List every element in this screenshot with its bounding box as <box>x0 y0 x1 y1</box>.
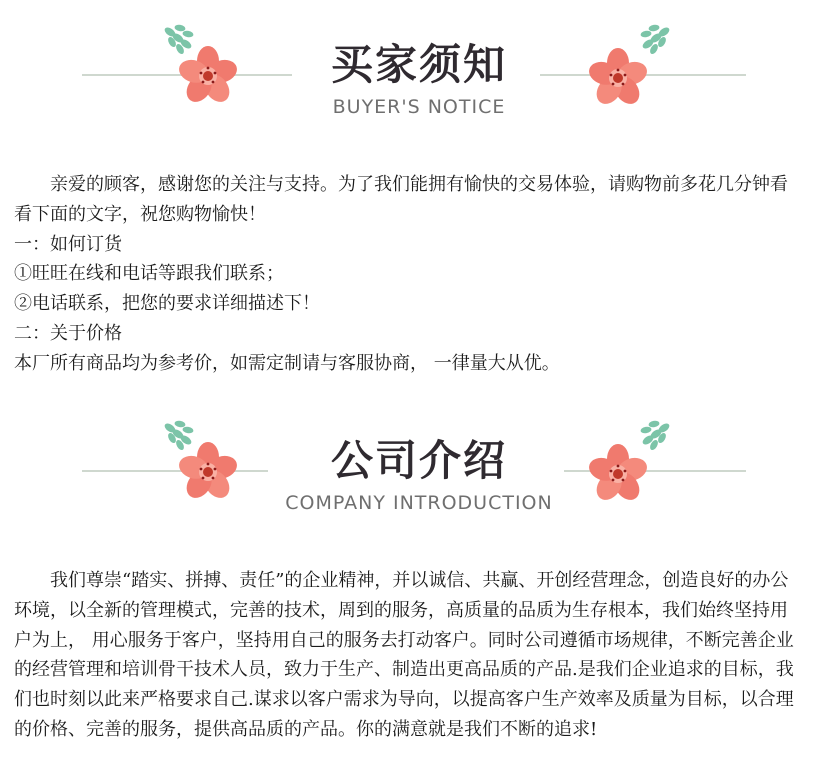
company-banner <box>0 414 838 524</box>
notice-line: ②电话联系，把您的要求详细描述下！ <box>14 293 320 315</box>
notice-text <box>14 170 800 379</box>
notice-line: 本厂所有商品均为参考价，如需定制请与客服协商， 一律量大从优。 <box>14 352 560 374</box>
company-text <box>14 566 802 745</box>
notice-intro: 亲爱的顾客，感谢您的关注与支持。为了我们能拥有愉快的交易体验，请购物前多花几分钟看看下面的文字，祝您购物愉快！ <box>14 174 788 225</box>
notice-line: 一：如何订货 <box>14 233 122 255</box>
section-subtitle: COMPANY INTRODUCTION <box>285 492 553 514</box>
section-subtitle: BUYER'S NOTICE <box>332 96 506 118</box>
notice-banner <box>0 18 838 128</box>
notice-line: 二：关于价格 <box>14 322 122 344</box>
section-title: 买家须知 <box>330 40 507 89</box>
company-paragraph: 我们尊崇“踏实、拼搏、责任”的企业精神，并以诚信、共赢、开创经营理念，创造良好的办公环境，以全新的管理模式，完善的技术，周到的服务，高质量的品质为生存根本，我们始终坚持用户为上， 用心服务于客户，坚持用自己的服务去打动客户。同时公司遵循市场规律，不断完善企业的经营管理和培训骨干技术人员，致力于生产、制造出更高品质的产品.是我们企业追求的目标，我们也时刻以此来严格要求自己.谋求以客户需求为导向，以提高客户生产效率及质量为目标，以合理的价格、完善的服务，提供高品质的产品。你的满意就是我们不断的追求! <box>14 570 794 740</box>
section-title: 公司介绍 <box>330 436 507 485</box>
notice-line: ①旺旺在线和电话等跟我们联系； <box>14 263 284 285</box>
